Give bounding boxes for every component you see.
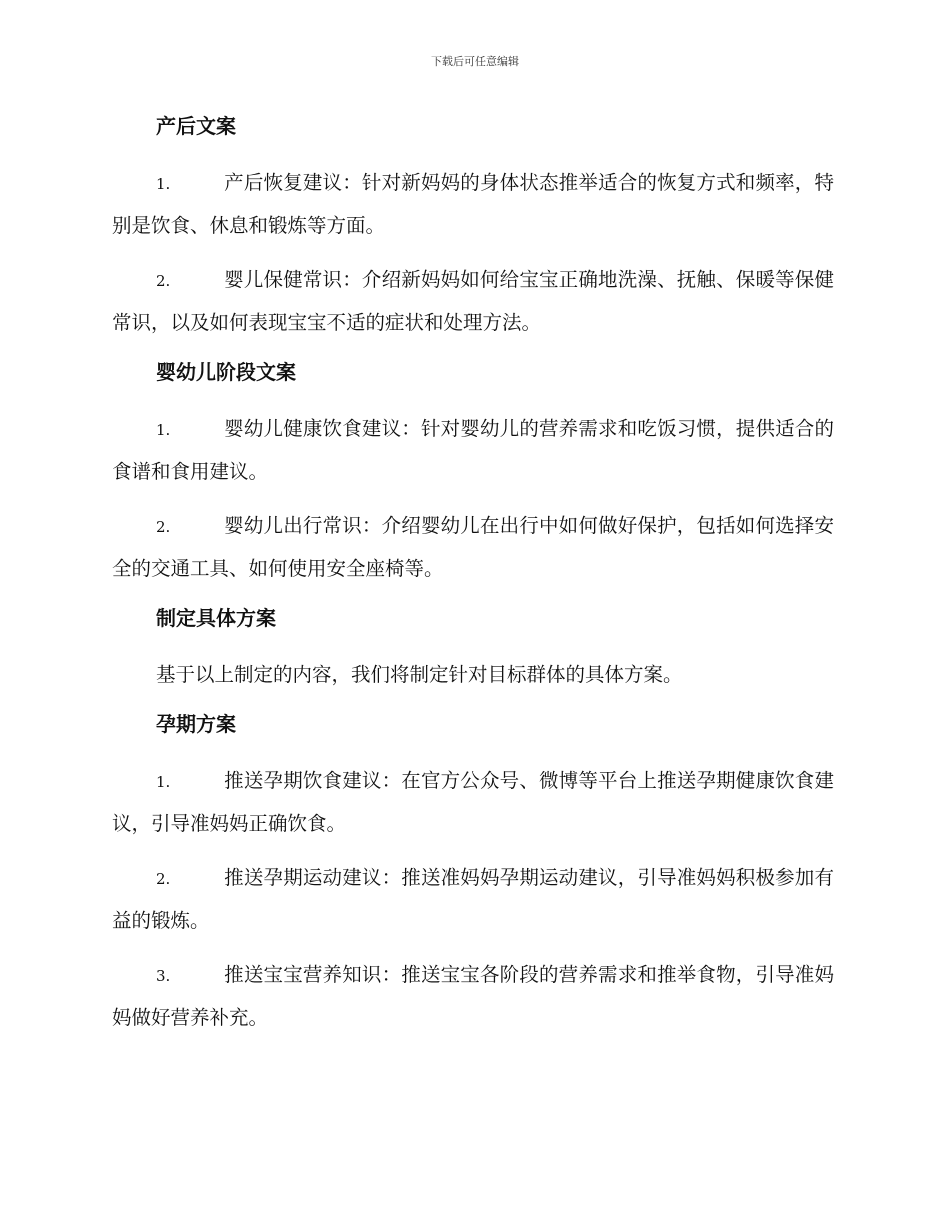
list-item xyxy=(112,505,834,590)
list-number: 3. xyxy=(156,967,171,985)
list-item xyxy=(112,162,834,247)
list-item-text: 婴儿保健常识：介绍新妈妈如何给宝宝正确地洗澡、抚触、保暖等保健常识，以及如何表现宝宝不适的症状和处理方法。 xyxy=(112,268,834,334)
section-heading-infant: 婴幼儿阶段文案 xyxy=(156,360,296,384)
list-number: 2. xyxy=(156,272,171,290)
list-item-text: 产后恢复建议：针对新妈妈的身体状态推举适合的恢复方式和频率，特别是饮食、休息和锻炼等方面。 xyxy=(112,171,834,237)
section-heading-postpartum: 产后文案 xyxy=(156,114,236,138)
list-item xyxy=(112,760,834,845)
list-number: 1. xyxy=(156,175,171,193)
list-number: 2. xyxy=(156,518,171,536)
list-item-text: 推送孕期饮食建议：在官方公众号、微博等平台上推送孕期健康饮食建议，引导准妈妈正确饮食。 xyxy=(112,769,834,835)
document-body xyxy=(112,110,834,1051)
header-note: 下载后可任意编辑 xyxy=(431,55,519,68)
list-item xyxy=(112,857,834,942)
list-item-text: 婴幼儿健康饮食建议：针对婴幼儿的营养需求和吃饭习惯，提供适合的食谱和食用建议。 xyxy=(112,417,834,483)
section-heading-pregnancy: 孕期方案 xyxy=(156,712,236,736)
section-heading-plan: 制定具体方案 xyxy=(156,606,276,630)
section-paragraph: 基于以上制定的内容，我们将制定针对目标群体的具体方案。 xyxy=(156,663,683,686)
list-item xyxy=(112,954,834,1039)
list-number: 1. xyxy=(156,421,171,439)
list-number: 1. xyxy=(156,773,171,791)
list-number: 2. xyxy=(156,870,171,888)
list-item-text: 推送宝宝营养知识：推送宝宝各阶段的营养需求和推举食物，引导准妈妈做好营养补充。 xyxy=(112,963,834,1029)
list-item xyxy=(112,408,834,493)
list-item-text: 婴幼儿出行常识：介绍婴幼儿在出行中如何做好保护，包括如何选择安全的交通工具、如何使用安全座椅等。 xyxy=(112,514,834,580)
list-item xyxy=(112,259,834,344)
list-item-text: 推送孕期运动建议：推送准妈妈孕期运动建议，引导准妈妈积极参加有益的锻炼。 xyxy=(112,866,834,932)
